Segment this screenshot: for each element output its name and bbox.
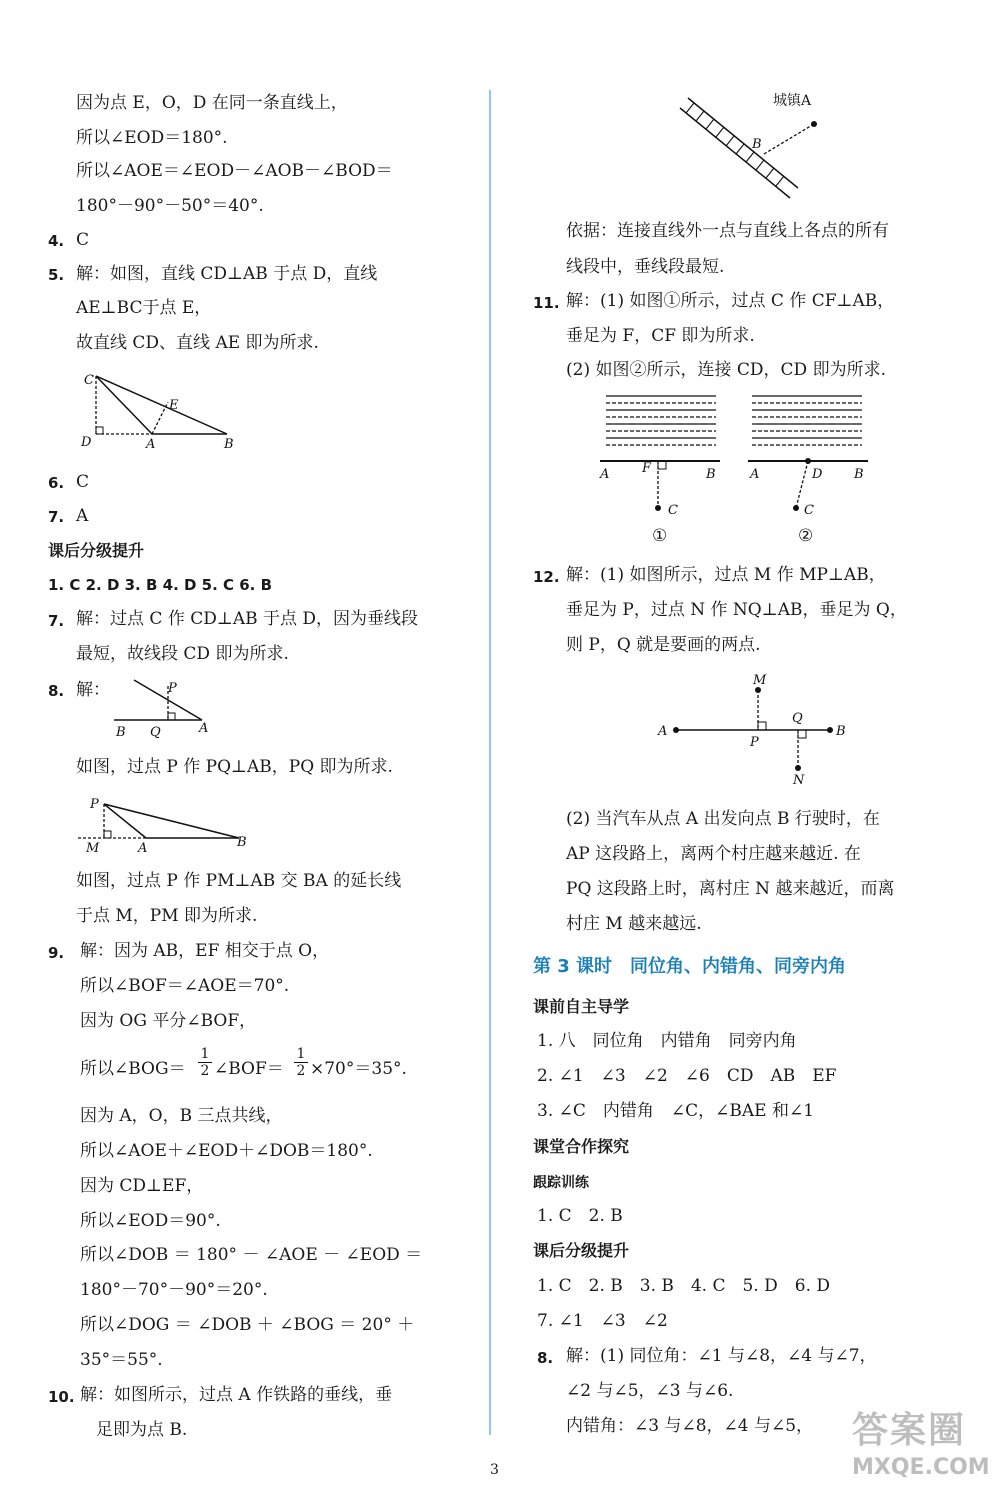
svg-text:A: A	[600, 467, 610, 482]
svg-text:N: N	[793, 773, 805, 788]
page-number: 3	[490, 1462, 499, 1478]
subsection-heading: 跟踪训练	[533, 1175, 589, 1191]
figure-q8a	[110, 676, 220, 742]
text-line: (2) 如图②所示，连接 CD，CD 即为所求.	[566, 360, 886, 380]
text-line: 所以∠AOE＋∠EOD＋∠DOB＝180°.	[80, 1141, 373, 1161]
answer-row: 1. C 2. B	[537, 1206, 623, 1226]
fraction-numerator: 1	[200, 1046, 210, 1062]
svg-text:M: M	[753, 673, 767, 688]
text-line: 所以∠BOF＝∠AOE＝70°.	[80, 976, 290, 996]
svg-text:A: A	[138, 841, 148, 856]
text-line: 解：(1) 如图所示，过点 M 作 MP⊥AB，	[566, 565, 886, 585]
fraction-denominator: 2	[294, 1062, 308, 1079]
text-line: 180°－90°－50°＝40°.	[76, 196, 264, 216]
svg-text:Q: Q	[150, 725, 161, 740]
svg-text:A: A	[658, 724, 668, 739]
svg-text:C: C	[84, 373, 94, 388]
text-line: 解：如图，直线 CD⊥AB 于点 D，直线	[76, 264, 378, 284]
text-line: 如图，过点 P 作 PQ⊥AB，PQ 即为所求.	[76, 757, 393, 777]
figure-caption: ①	[652, 526, 668, 546]
question-number: 12.	[533, 568, 560, 586]
svg-text:C: C	[804, 503, 814, 518]
answer-text: C	[76, 472, 90, 492]
text-line: 则 P，Q 就是要画的两点.	[566, 635, 761, 655]
answer-text: A	[76, 506, 89, 526]
text-line: 因为点 E，O，D 在同一条直线上，	[76, 93, 348, 113]
question-number: 9.	[48, 944, 65, 962]
section-heading: 课后分级提升	[48, 541, 145, 560]
figure-q11-1	[596, 390, 726, 522]
svg-text:Q: Q	[792, 711, 803, 726]
svg-text:D: D	[812, 467, 823, 482]
figure-railway	[672, 86, 842, 206]
column-divider	[489, 90, 491, 1435]
question-number: 10.	[48, 1388, 75, 1406]
question-number: 8.	[537, 1349, 554, 1367]
svg-text:C: C	[668, 503, 678, 518]
text-line: 35°＝55°.	[80, 1350, 163, 1370]
question-number: 4.	[48, 232, 65, 250]
figure-q12	[652, 668, 852, 792]
question-number: 7.	[48, 612, 65, 630]
answer-row: 7. ∠1 ∠3 ∠2	[537, 1311, 668, 1331]
text-line: 因为 CD⊥EF，	[80, 1176, 204, 1196]
answer-text: C	[76, 230, 90, 250]
text-line: 解：(1) 同位角：∠1 与∠8，∠4 与∠7，	[566, 1346, 877, 1366]
text-line: PQ 这段路上时，离村庄 N 越来越近，而离	[566, 879, 895, 899]
text-fragment: 所以∠BOG＝	[80, 1059, 186, 1079]
svg-text:A: A	[750, 467, 760, 482]
text-line: 解：	[76, 680, 110, 700]
answer-row: 1. C 2. B 3. B 4. C 5. D 6. D	[537, 1276, 831, 1296]
fraction-numerator: 1	[296, 1046, 306, 1062]
text-line: 解：如图所示，过点 A 作铁路的垂线，垂	[80, 1385, 393, 1405]
section-heading: 课堂合作探究	[533, 1137, 630, 1156]
svg-text:E: E	[169, 398, 179, 413]
text-fragment: ∠BOF＝	[214, 1059, 284, 1079]
section-heading: 课后分级提升	[533, 1241, 630, 1260]
answer-row: 1. 八 同位角 内错角 同旁内角	[537, 1031, 797, 1051]
question-number: 8.	[48, 682, 65, 700]
text-line: 最短，故线段 CD 即为所求.	[76, 644, 289, 664]
text-fragment: ×70°＝35°.	[310, 1059, 407, 1079]
svg-text:A: A	[199, 721, 209, 736]
watermark	[852, 1402, 990, 1480]
svg-text:P: P	[90, 797, 99, 812]
text-line: 所以∠EOD＝180°.	[76, 128, 228, 148]
text-line: 内错角：∠3 与∠8，∠4 与∠5，	[566, 1416, 814, 1436]
text-line: 因为 A，O，B 三点共线，	[80, 1106, 283, 1126]
text-line: 因为 OG 平分∠BOF，	[80, 1011, 257, 1031]
text-line-fraction	[80, 1058, 186, 1080]
svg-text:P: P	[168, 681, 177, 696]
lesson-title: 第 3 课时 同位角、内错角、同旁内角	[533, 956, 847, 977]
text-line: 于点 M，PM 即为所求.	[76, 906, 258, 926]
svg-text:D: D	[81, 435, 92, 450]
text-line: (2) 当汽车从点 A 出发向点 B 行驶时，在	[566, 809, 880, 829]
svg-text:B: B	[752, 137, 762, 152]
fraction-denominator: 2	[198, 1062, 212, 1079]
text-line: 所以∠AOE＝∠EOD－∠AOB－∠BOD＝	[76, 161, 393, 181]
text-line: 解：过点 C 作 CD⊥AB 于点 D，因为垂线段	[76, 609, 419, 629]
text-line: 所以∠DOG ＝ ∠DOB ＋ ∠BOG ＝ 20° ＋	[80, 1315, 415, 1335]
fraction	[198, 1046, 212, 1079]
svg-text:F: F	[642, 461, 652, 476]
text-line: 故直线 CD、直线 AE 即为所求.	[76, 333, 319, 353]
section-heading: 课前自主导学	[533, 997, 630, 1016]
question-number: 6.	[48, 474, 65, 492]
fraction	[294, 1046, 308, 1079]
text-line: 所以∠EOD＝90°.	[80, 1211, 221, 1231]
svg-text:B: B	[116, 725, 126, 740]
answer-row: 2. ∠1 ∠3 ∠2 ∠6 CD AB EF	[537, 1066, 837, 1086]
question-number: 5.	[48, 266, 65, 284]
svg-text:B: B	[224, 437, 234, 452]
text-line: 依据：连接直线外一点与直线上各点的所有	[566, 221, 889, 241]
text-line: 足即为点 B.	[96, 1420, 188, 1440]
figure-q11-2	[746, 390, 876, 522]
watermark-text: 答案圈	[852, 1410, 967, 1451]
text-line: ∠2 与∠5，∠3 与∠6.	[566, 1381, 734, 1401]
text-line: 解：因为 AB，EF 相交于点 O，	[80, 941, 330, 961]
svg-text:B: B	[836, 724, 846, 739]
figure-q5	[72, 366, 242, 456]
svg-text:P: P	[750, 735, 759, 750]
answer-row: 1. C 2. D 3. B 4. D 5. C 6. B	[48, 576, 273, 594]
text-line: AP 这段路上，离两个村庄越来越近. 在	[566, 844, 861, 864]
text-line: 解：(1) 如图①所示，过点 C 作 CF⊥AB，	[566, 291, 895, 311]
text-line: 如图，过点 P 作 PM⊥AB 交 BA 的延长线	[76, 871, 402, 891]
svg-text:B: B	[237, 835, 247, 850]
text-line: 所以∠DOB ＝ 180° － ∠AOE － ∠EOD ＝	[80, 1245, 423, 1265]
question-number: 11.	[533, 294, 560, 312]
watermark-url: MXQE.COM	[852, 1455, 990, 1480]
text-line: 村庄 M 越来越远.	[566, 914, 702, 934]
text-line: 线段中，垂线段最短.	[566, 257, 725, 277]
figure-q8b	[74, 790, 254, 860]
svg-text:M: M	[86, 841, 100, 856]
question-number: 7.	[48, 508, 65, 526]
text-line: 垂足为 P，过点 N 作 NQ⊥AB，垂足为 Q，	[566, 600, 907, 620]
text-line: AE⊥BC于点 E，	[76, 298, 212, 318]
svg-text:A: A	[146, 437, 156, 452]
text-line: 垂足为 F，CF 即为所求.	[566, 326, 755, 346]
town-label: 城镇A	[773, 93, 812, 109]
svg-text:B: B	[854, 467, 864, 482]
answer-row: 3. ∠C 内错角 ∠C，∠BAE 和∠1	[537, 1101, 815, 1121]
figure-caption: ②	[798, 526, 814, 546]
svg-text:B: B	[706, 467, 716, 482]
text-line: 180°－70°－90°＝20°.	[80, 1280, 268, 1300]
